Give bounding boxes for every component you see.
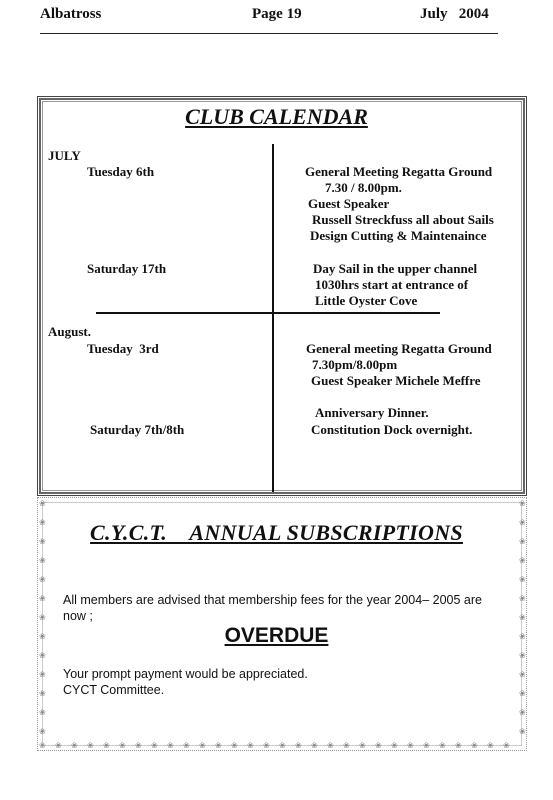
ornament-glyph: ❀	[39, 651, 46, 660]
event-detail: 7.30pm/8.00pm	[312, 357, 398, 372]
ornament-glyph: ❀	[519, 727, 526, 736]
ornament-glyph: ❀	[503, 741, 510, 750]
month-august: August.	[48, 324, 91, 339]
ornament-glyph: ❀	[119, 741, 126, 750]
ornament-glyph: ❀	[519, 613, 526, 622]
ornament-glyph: ❀	[39, 632, 46, 641]
event-detail: Russell Streckfuss all about Sails	[312, 212, 494, 227]
event-detail: Design Cutting & Maintenaince	[310, 228, 487, 243]
event-detail: Anniversary Dinner.	[315, 405, 429, 420]
ornament-glyph: ❀	[391, 741, 398, 750]
event-detail: 7.30 / 8.00pm.	[325, 180, 402, 195]
ornament-glyph: ❀	[39, 575, 46, 584]
ornament-glyph: ❀	[407, 741, 414, 750]
event-detail: Constitution Dock overnight.	[311, 422, 473, 437]
event-detail: 1030hrs start at entrance of	[315, 277, 469, 292]
ornament-glyph: ❀	[423, 741, 430, 750]
ornament-glyph: ❀	[247, 741, 254, 750]
ornament-glyph: ❀	[519, 575, 526, 584]
ornament-glyph: ❀	[183, 741, 190, 750]
event-detail: Guest Speaker Michele Meffre	[311, 373, 481, 388]
event-detail: General Meeting Regatta Ground	[305, 164, 493, 179]
publication-name: Albatross	[40, 6, 102, 22]
ornament-glyph: ❀	[375, 741, 382, 750]
committee-signoff: CYCT Committee.	[63, 683, 165, 697]
club-calendar-title: CLUB CALENDAR	[185, 104, 368, 129]
ornament-glyph: ❀	[39, 741, 46, 750]
ornament-glyph: ❀	[519, 594, 526, 603]
ornament-glyph: ❀	[439, 741, 446, 750]
ornament-glyph: ❀	[199, 741, 206, 750]
ornament-glyph: ❀	[39, 708, 46, 717]
ornament-glyph: ❀	[519, 689, 526, 698]
ornament-glyph: ❀	[455, 741, 462, 750]
ornament-glyph: ❀	[519, 670, 526, 679]
ornament-glyph: ❀	[39, 727, 46, 736]
event-detail: Little Oyster Cove	[315, 293, 418, 308]
subscriptions-notice-cont: now ;	[63, 609, 93, 623]
ornament-glyph: ❀	[71, 741, 78, 750]
overdue-label: OVERDUE	[224, 624, 329, 647]
ornament-glyph: ❀	[87, 741, 94, 750]
ornament-glyph: ❀	[39, 499, 46, 508]
event-detail: General meeting Regatta Ground	[306, 341, 492, 356]
ornament-glyph: ❀	[231, 741, 238, 750]
subscriptions-notice: All members are advised that membership fees for the year 2004– 2005 are	[63, 593, 482, 607]
ornament-glyph: ❀	[519, 518, 526, 527]
ornament-glyph: ❀	[519, 499, 526, 508]
calendar-vertical-divider	[272, 144, 274, 492]
ornament-glyph: ❀	[487, 741, 494, 750]
ornament-glyph: ❀	[103, 741, 110, 750]
month-july: JULY	[48, 148, 81, 163]
ornament-glyph: ❀	[519, 632, 526, 641]
ornament-glyph: ❀	[343, 741, 350, 750]
ornament-border-bottom	[39, 742, 527, 750]
ornament-glyph: ❀	[215, 741, 222, 750]
ornament-glyph: ❀	[39, 556, 46, 565]
ornament-glyph: ❀	[279, 741, 286, 750]
ornament-glyph: ❀	[311, 741, 318, 750]
ornament-glyph: ❀	[359, 741, 366, 750]
ornament-glyph: ❀	[471, 741, 478, 750]
ornament-glyph: ❀	[135, 741, 142, 750]
ornament-glyph: ❀	[519, 708, 526, 717]
ornament-glyph: ❀	[39, 689, 46, 698]
ornament-glyph: ❀	[519, 651, 526, 660]
ornament-glyph: ❀	[167, 741, 174, 750]
ornament-glyph: ❀	[295, 741, 302, 750]
ornament-glyph: ❀	[55, 741, 62, 750]
ornament-glyph: ❀	[519, 556, 526, 565]
event-date-july-6: Tuesday 6th	[87, 164, 155, 179]
ornament-glyph: ❀	[151, 741, 158, 750]
calendar-horizontal-divider	[96, 312, 440, 314]
header-rule	[40, 33, 498, 34]
ornament-glyph: ❀	[39, 518, 46, 527]
event-date-august-7-8: Saturday 7th/8th	[90, 422, 185, 437]
ornament-glyph: ❀	[263, 741, 270, 750]
subscriptions-title: C.Y.C.T. ANNUAL SUBSCRIPTIONS	[90, 520, 463, 545]
event-date-july-17: Saturday 17th	[87, 261, 167, 276]
ornament-glyph: ❀	[39, 670, 46, 679]
ornament-glyph: ❀	[39, 613, 46, 622]
ornament-glyph: ❀	[39, 537, 46, 546]
ornament-glyph: ❀	[519, 537, 526, 546]
page-number: Page 19	[252, 6, 302, 22]
event-detail: Day Sail in the upper channel	[313, 261, 478, 276]
issue-date: July 2004	[420, 6, 489, 22]
ornament-glyph: ❀	[327, 741, 334, 750]
ornament-glyph: ❀	[39, 594, 46, 603]
event-date-august-3: Tuesday 3rd	[87, 341, 159, 356]
event-detail: Guest Speaker	[308, 196, 390, 211]
closing-line: Your prompt payment would be appreciated.	[63, 667, 308, 681]
